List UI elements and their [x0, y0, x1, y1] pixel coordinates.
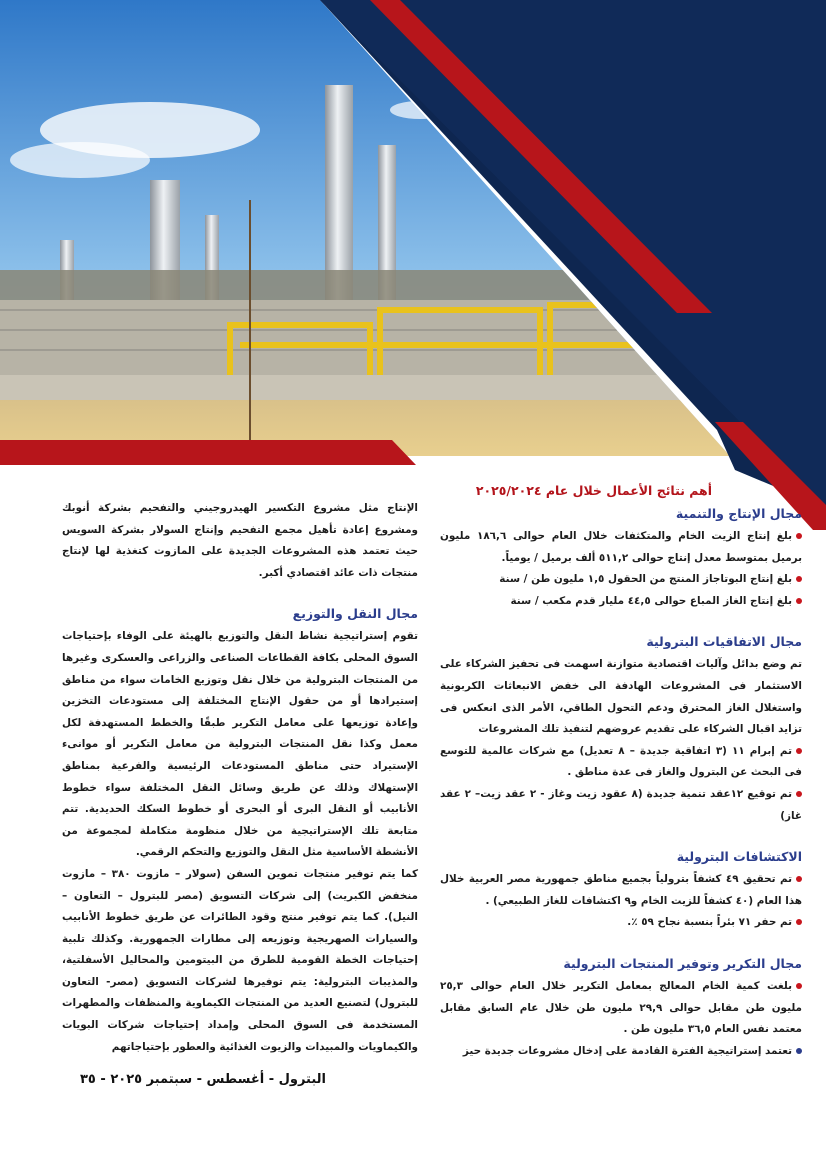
main-title: أهم نتائج الأعمال خلال عام ٢٠٢٥/٢٠٢٤	[475, 483, 712, 498]
bullet-icon	[796, 919, 802, 925]
list-item: تم حفر ٧١ بئراً بنسبة نجاح ٥٩ ٪.	[440, 912, 802, 934]
refining-bullets	[440, 976, 802, 1062]
bullet-icon	[796, 598, 802, 604]
bullet-icon	[796, 983, 802, 989]
production-bullets	[440, 526, 802, 612]
right-column	[440, 480, 802, 1062]
bullet-icon	[796, 1048, 802, 1054]
agreements-paragraph: تم وضع بدائل وآليات اقتصادية متوازنة اسهمت فى تحفيز الشركاء على الاستثمار فى المشروعات الهادفة الى خفض الانبعاثات الكربونية واستغلال الغاز المحترق ودعم التحول الطاقي، الأمر الذى انعكس فى تزايد اقبال الشركاء على تقديم عروضهم لتنفيذ تلك المشروعات	[440, 658, 802, 736]
list-item: تم تحقيق ٤٩ كشفاً بترولياً بجميع مناطق جمهورية مصر العربية خلال هذا العام (٤٠ كشفاً للزيت الخام و٩ اكتشافات للغاز الطبيعي) .	[440, 873, 802, 907]
list-item: تم توقيع ١٢عقد تنمية جديدة (٨ عقود زيت وغاز - ٢ عقد زيت– ٢ عقد غاز)	[440, 787, 802, 822]
discoveries-bullets	[440, 869, 802, 934]
list-item: بلغت كمية الخام المعالج بمعامل التكرير خلال العام حوالى ٢٥,٣ مليون طن مقابل حوالى ٢٩,٩ مليون طن خلال عام السابق مقابل معتمد نفس العام ٣٦,٥ مليون طن .	[440, 979, 802, 1036]
transport-paragraph-1: تقوم إستراتيجية نشاط النقل والتوزيع بالهيئة على الوفاء بإحتياجات السوق المحلى بكافة القطاعات الصناعى والزراعى والعسكرى وغيرها من المنتجات البترولية من خلال نقل وتوزيع الخامات سواء من مناطق إستيرادها أو من حقول الإنتاج المختلفة إلى مستودعات التخزين وإعادة توزيعها على معامل التكرير طبقًا والخطط المستهدفة لكل معمل وكذا نقل المنتجات البترولية من معامل التكرير أو موانىء الإستيراد حتى مناطق المستودعات الرئيسية والفرعية بمناطق الإستهلاك وذلك عن طريق وسائل النقل المختلفة سواء خطوط الأنابيب أو النقل البرى أو البحرى أو خطوط السكك الحديدية. تتم متابعة تلك الإستراتيجية من خلال منظومة متكاملة لمجموعة من الأنشطة الأساسية مثل النقل والتوزيع والتحكم الرقمي.	[62, 630, 418, 859]
agreements-heading: مجال الاتفاقيات البترولية	[646, 634, 802, 650]
production-heading: مجال الإنتاج والتنمية	[675, 506, 802, 521]
transport-paragraph-2: كما يتم توفير منتجات تموين السفن (سولار – مازوت ٣٨٠ – مازوت منخفض الكبريت) إلى شركات التسويق (مصر للبترول – التعاون – النيل). كما يتم توفير منتج وقود الطائرات عن طريق خطوط الأنابيب والسيارات الصهريجية وتوزيعه إلى مطارات الجمهورية. وكذلك تلبية إحتياجات الخطة القومية للطرق من البيتومين والمحاليل الأسفلتية، والمذيبات البترولية: يتم توفيرها لشركات التسويق (مصر- التعاون للبترول) لتصنيع العديد من المنتجات الكيماوية والمنظفات والمطهرات المستخدمة فى السوق المحلى وإمداد إحتياجات شركات البويات والكيماويات والمبيدات والزيوت الغذائية والعطور بإحتياجاتهم	[62, 867, 418, 1053]
bullet-icon	[796, 748, 802, 754]
list-item: بلغ إنتاج البوتاجاز المنتج من الحقول ١,٥ مليون طن / سنة	[440, 569, 802, 591]
list-item: تم إبرام ١١ (٣ اتفاقية جديدة – ٨ تعديل) مع شركات عالمية للتوسع فى البحث عن البترول والغاز فى عدة مناطق .	[440, 744, 802, 779]
list-item: بلغ إنتاج الزيت الخام والمتكثفات خلال العام حوالى ١٨٦,٦ مليون برميل بمتوسط معدل إنتاج حوالى ٥١١,٢ ألف برميل / يومياً.	[440, 530, 802, 564]
continuation-paragraph: الإنتاج مثل مشروع التكسير الهيدروجيني والتفحيم بشركة أنوبك ومشروع إعادة تأهيل مجمع التفحيم وإنتاج السولار بشركة السويس حيث تعتمد هذه المشروعات الجديدة على المازوت كتغذية لها لإنتاج منتجات ذات عائد اقتصادي أكبر.	[62, 502, 418, 579]
agreements-bullets	[440, 741, 802, 827]
red-band-bottom-left	[0, 440, 416, 465]
refining-heading: مجال التكرير وتوفير المنتجات البترولية	[563, 955, 802, 971]
bullet-icon	[796, 576, 802, 582]
left-column	[62, 498, 418, 1058]
page-footer: البترول - أغسطس - سبتمبر ٢٠٢٥ - ٣٥	[80, 1072, 327, 1087]
bullet-icon	[796, 876, 802, 882]
bullet-icon	[796, 533, 802, 539]
list-item: بلغ إنتاج الغاز المباع حوالى ٤٤,٥ مليار قدم مكعب / سنة	[440, 591, 802, 613]
hero-refinery-photo	[0, 0, 826, 530]
transport-heading: مجال النقل والتوزيع	[292, 606, 418, 622]
list-item: تعتمد إستراتيجية الفترة القادمة على إدخال مشروعات جديدة حيز	[440, 1041, 802, 1063]
bullet-icon	[796, 791, 802, 797]
discoveries-heading: الاكتشافات البترولية	[676, 849, 802, 865]
